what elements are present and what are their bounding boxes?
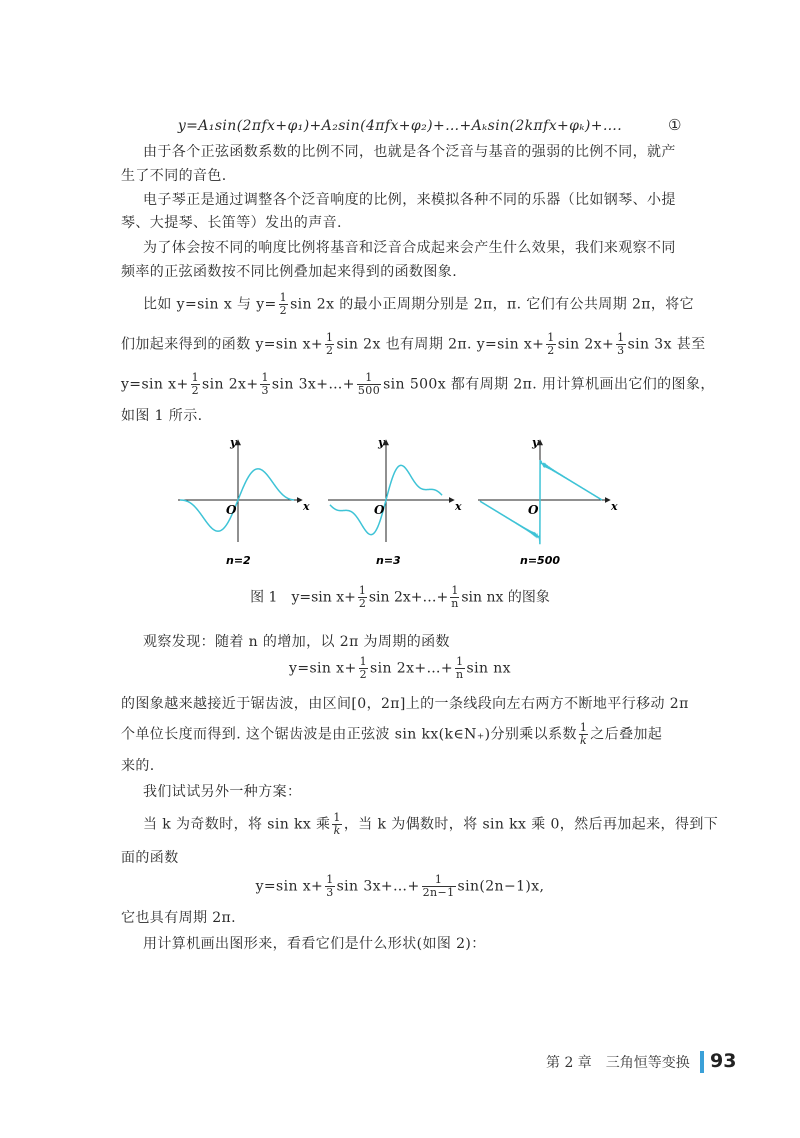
formula-line-1: y=A₁sin(2πfx+φ₁)+A₂sin(4πfx+φ₂)+…+Aₖsin(2kπfx+φₖ)+…. <box>177 118 623 134</box>
text-segment: 们加起来得到的函数 y=sin x+ <box>121 336 324 353</box>
fraction <box>546 332 555 357</box>
paragraph-line: 琴、大提琴、长笛等）发出的声音. <box>121 215 342 231</box>
y-axis-label: y <box>532 436 539 449</box>
equation-marker: ① <box>668 116 682 134</box>
fraction <box>332 812 341 837</box>
text-segment: sin 500x 都有周期 2π. 用计算机画出它们的图象， <box>383 376 715 393</box>
fraction-denominator: 3 <box>261 384 269 397</box>
curve-n500 <box>480 460 602 544</box>
fraction-denominator: 3 <box>326 886 334 899</box>
y-axis-label: y <box>230 436 237 449</box>
fraction <box>358 585 367 610</box>
fraction-numerator: 1 <box>326 331 334 344</box>
fraction-denominator: 2 <box>191 384 200 397</box>
paragraph-line: 频率的正弦函数按不同比例叠加起来得到的函数图象. <box>121 264 458 280</box>
paragraph-line-with-fraction <box>121 372 715 397</box>
fraction-denominator: n <box>456 668 464 681</box>
origin-label: O <box>528 503 539 517</box>
text-segment: sin(2n−1)x, <box>457 878 545 895</box>
fraction <box>616 332 625 357</box>
paragraph-line-with-fraction <box>143 292 694 317</box>
fraction-numerator: 1 <box>422 874 456 887</box>
text-segment: sin 2x+ <box>557 336 615 353</box>
text-segment: y=sin x+ <box>255 878 324 895</box>
text-segment: 个单位长度而得到. 这个锯齿波是由正弦波 sin kx(k∈N₊)分别乘以系数 <box>121 726 577 743</box>
figure-1-plots <box>170 432 630 572</box>
paragraph-line-with-fraction <box>121 722 662 747</box>
x-axis-label: x <box>455 500 462 513</box>
paragraph-line: 的图象越来越接近于锯齿波，由区间[0，2π]上的一条线段向左右两方不断地平行移动 2π <box>121 696 689 712</box>
fraction-numerator: 1 <box>191 371 200 384</box>
text-segment: sin 2x 的最小正周期分别是 2π，π. 它们有公共周期 2π，将它 <box>290 296 695 313</box>
text-segment: y=sin x+ <box>289 660 357 677</box>
fraction-denominator: 2 <box>547 344 555 357</box>
fraction <box>359 656 368 681</box>
paragraph-line: 为了体会按不同的响度比例将基音和泛音合成起来会产生什么效果，我们来观察不同 <box>143 240 676 256</box>
fraction-numerator: 1 <box>359 655 368 668</box>
page-number: 93 <box>710 1050 737 1072</box>
fraction-numerator: 1 <box>261 371 269 384</box>
fraction-denominator: 2n−1 <box>422 886 455 899</box>
paragraph-line: 面的函数 <box>121 850 179 866</box>
fraction-numerator: 1 <box>579 721 588 734</box>
text-segment: sin 2x+ <box>202 376 259 393</box>
text-segment: sin 3x 甚至 <box>627 336 706 353</box>
plot-label-n500: n=500 <box>520 554 561 567</box>
figure-1-caption <box>0 585 800 610</box>
fraction-denominator: 2 <box>279 304 288 317</box>
text-segment: y=sin x+ <box>121 376 189 393</box>
text-segment: sin nx 的图象 <box>461 589 550 606</box>
fraction-denominator: 3 <box>617 344 625 357</box>
text-segment: sin 2x+…+ <box>370 660 454 677</box>
fraction <box>450 585 459 610</box>
fraction <box>455 656 465 681</box>
paragraph-line-with-fraction <box>121 332 706 357</box>
fraction <box>325 332 334 357</box>
plot-label-n2: n=2 <box>226 554 251 567</box>
equation-2 <box>0 656 800 681</box>
text-segment: 比如 y=sin x 与 y= <box>143 296 277 313</box>
text-segment: sin 2x 也有周期 2π. y=sin x+ <box>336 336 545 353</box>
text-segment: 之后叠加起 <box>590 726 663 743</box>
paragraph-line: 我们试试另外一种方案： <box>143 784 302 800</box>
fraction-numerator: 1 <box>547 331 555 344</box>
fraction-denominator: n <box>451 597 459 610</box>
text-segment: sin nx <box>466 660 511 677</box>
fraction-numerator: 1 <box>333 811 341 824</box>
paragraph-line: 来的. <box>121 758 155 774</box>
fraction-denominator: 2 <box>358 597 366 610</box>
paragraph-line: 观察发现：随着 n 的增加，以 2π 为周期的函数 <box>143 634 450 650</box>
fraction <box>279 292 288 317</box>
plot-n2 <box>178 440 302 542</box>
paragraph-line: 用计算机画出图形来，看看它们是什么形状(如图 2)： <box>143 936 486 952</box>
paragraph-line: 生了不同的音色. <box>121 168 227 184</box>
fraction-denominator: 2 <box>326 344 334 357</box>
fraction <box>579 722 588 747</box>
fraction-denominator: k <box>333 824 341 837</box>
x-axis-label: x <box>303 500 310 513</box>
fraction-denominator: 500 <box>357 384 381 397</box>
paragraph-line: 如图 1 所示. <box>121 408 203 424</box>
fraction-numerator: 1 <box>451 584 459 597</box>
text-segment: ，当 k 为偶数时，将 sin kx 乘 0，然后再加起来，得到下 <box>343 816 719 833</box>
text-segment: sin 3x+…+ <box>271 376 355 393</box>
fraction-numerator: 1 <box>358 584 366 597</box>
chapter-footer: 第 2 章 三角恒等变换 <box>546 1055 690 1071</box>
fraction-denominator: 2 <box>359 668 368 681</box>
fraction-numerator: 1 <box>456 655 464 668</box>
plot-n3 <box>328 440 454 542</box>
origin-label: O <box>374 503 385 517</box>
fraction <box>357 372 381 397</box>
paragraph-line-with-fraction <box>143 812 718 837</box>
text-segment: sin 2x+…+ <box>368 589 449 606</box>
fraction <box>422 874 456 899</box>
y-axis-label: y <box>378 436 385 449</box>
text-segment: 当 k 为奇数时，将 sin kx 乘 <box>143 816 331 833</box>
paragraph-line: 它也具有周期 2π. <box>121 910 237 926</box>
fraction-numerator: 1 <box>617 331 625 344</box>
fraction-numerator: 1 <box>357 372 381 385</box>
fraction <box>325 874 334 899</box>
plot-n500 <box>478 440 610 544</box>
x-axis-label: x <box>611 500 618 513</box>
equation-3 <box>0 874 800 899</box>
fraction-denominator: k <box>580 734 588 747</box>
paragraph-line: 电子琴正是通过调整各个泛音响度的比例，来模拟各种不同的乐器（比如钢琴、小提 <box>143 192 676 208</box>
origin-label: O <box>226 503 237 517</box>
footer-accent-bar <box>700 1051 704 1073</box>
paragraph-line: 由于各个正弦函数系数的比例不同，也就是各个泛音与基音的强弱的比例不同，就产 <box>143 144 676 160</box>
fraction <box>191 372 200 397</box>
fraction-numerator: 1 <box>279 291 288 304</box>
plot-label-n3: n=3 <box>376 554 401 567</box>
text-segment: 图 1 y=sin x+ <box>250 589 356 606</box>
fraction <box>260 372 269 397</box>
text-segment: sin 3x+…+ <box>336 878 420 895</box>
fraction-numerator: 1 <box>326 873 334 886</box>
